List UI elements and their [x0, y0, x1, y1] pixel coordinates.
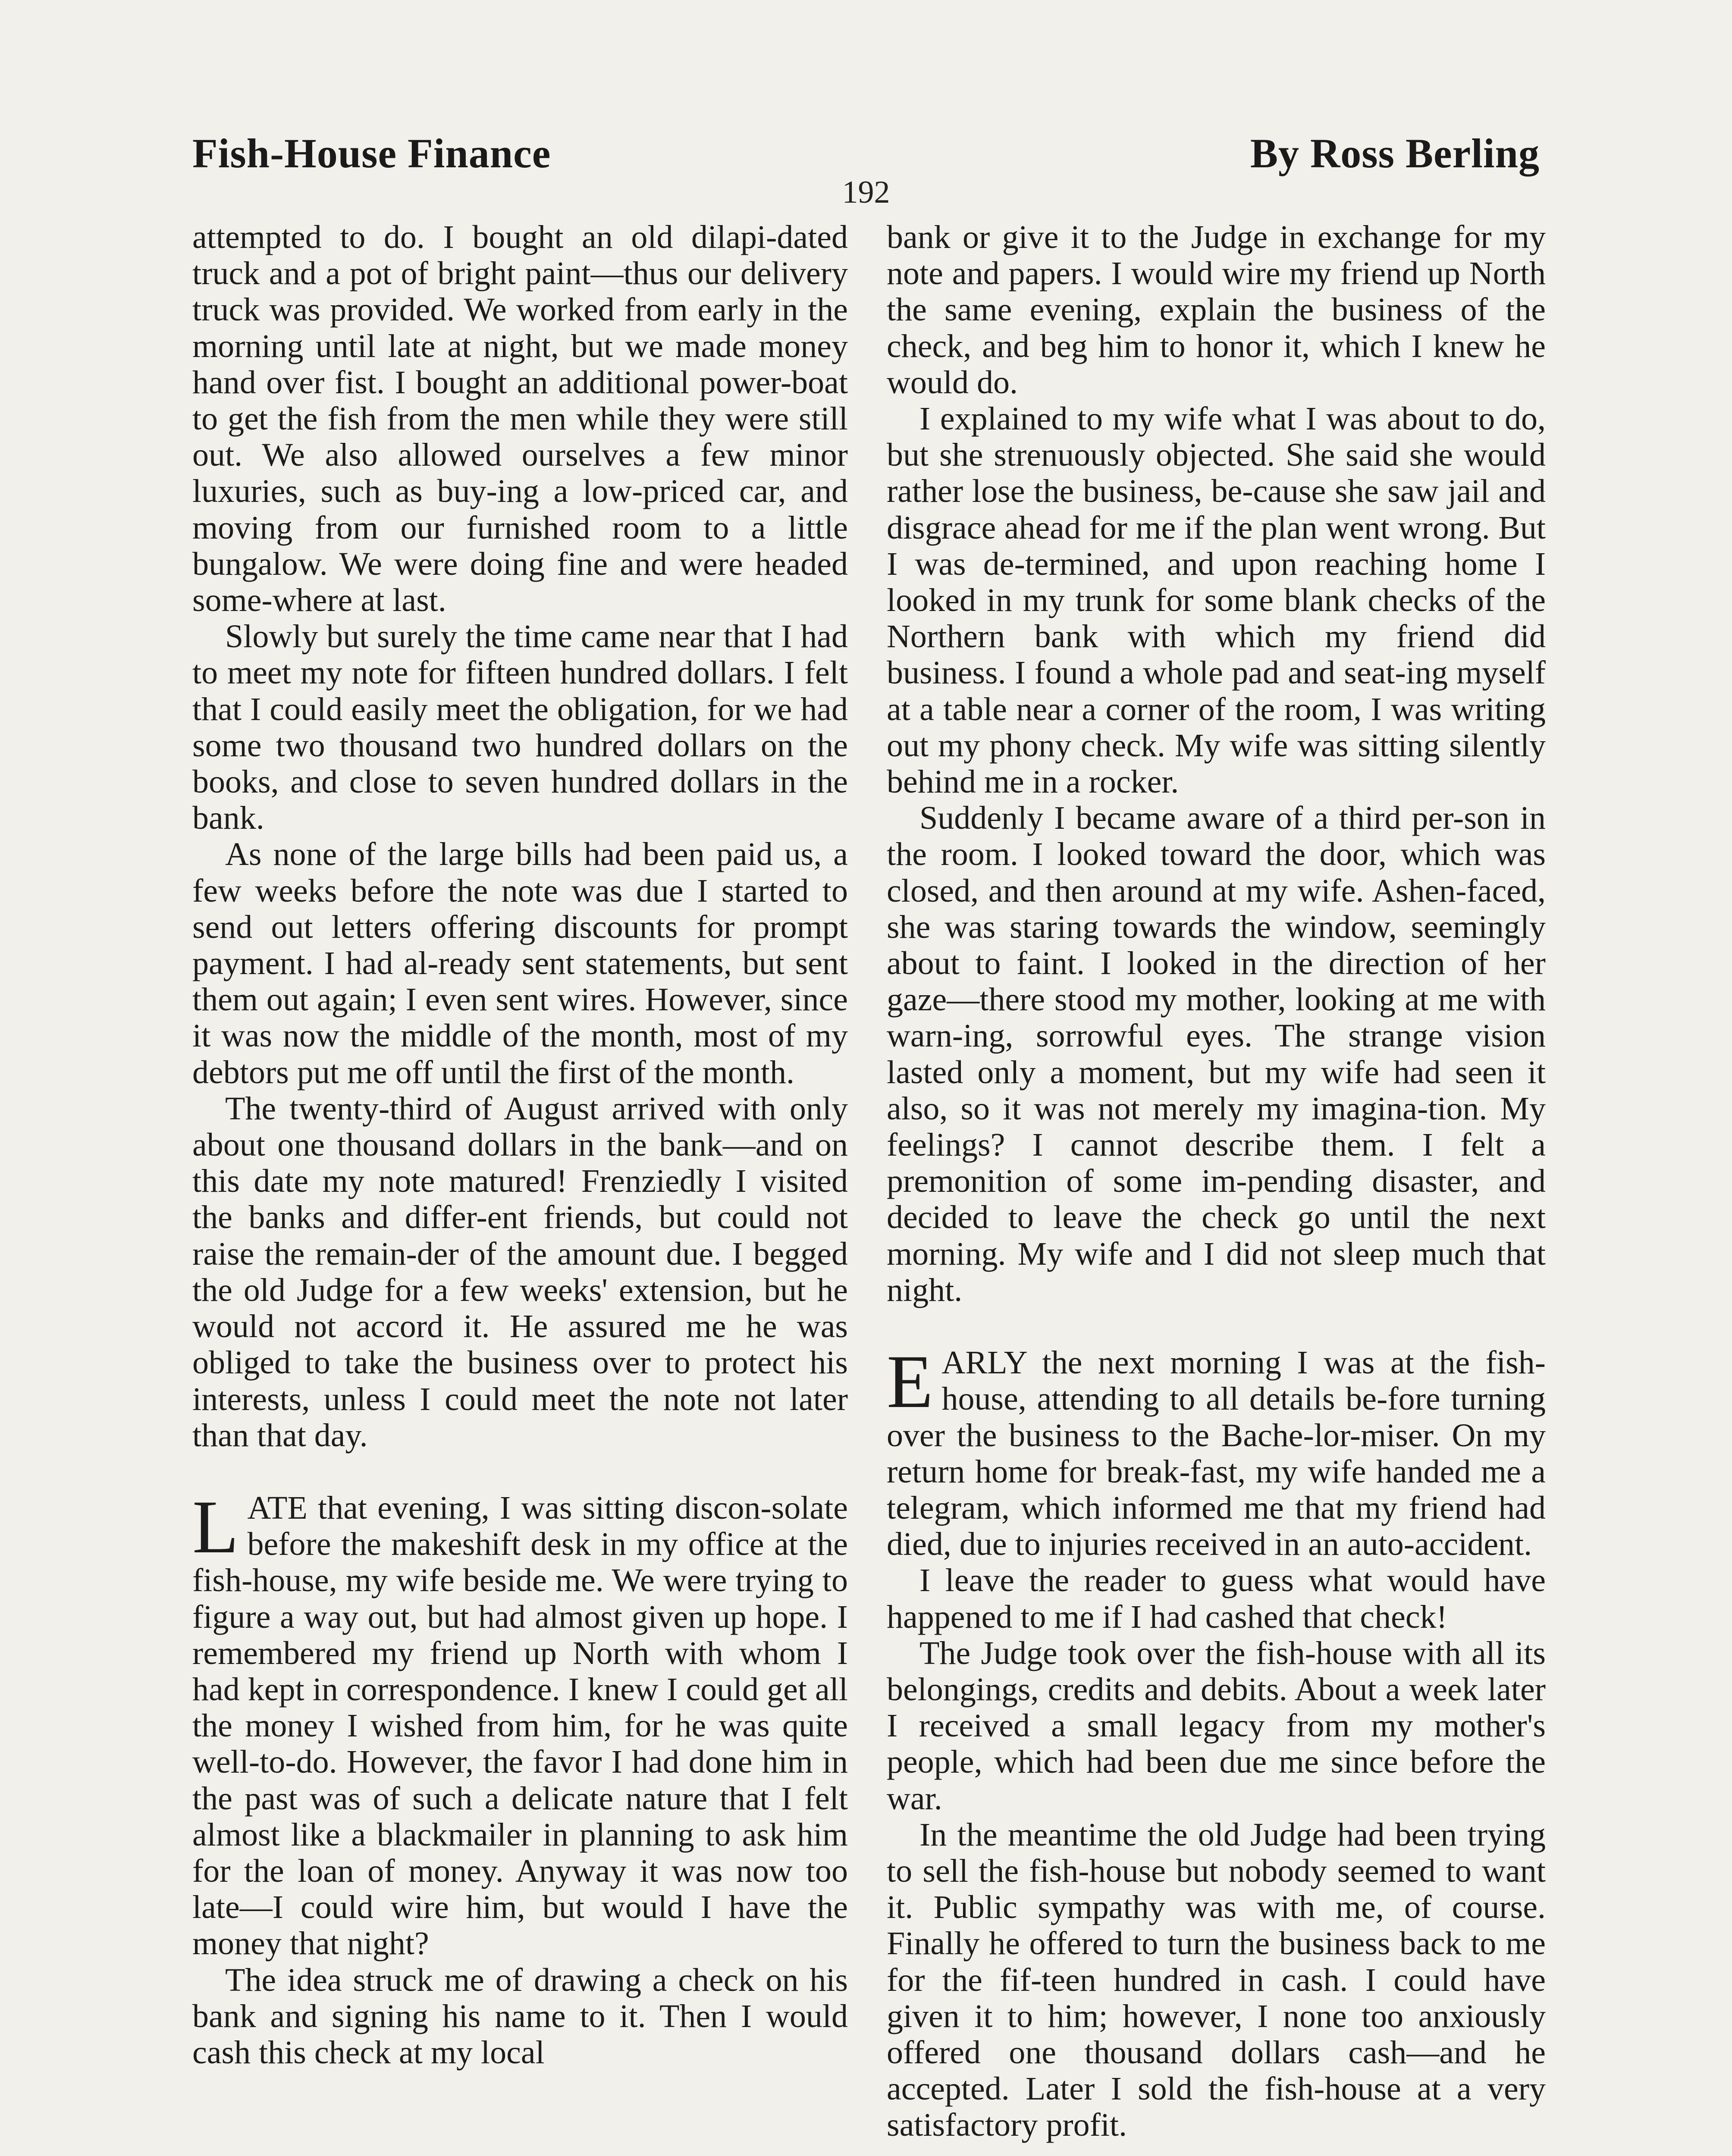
paragraph: bank or give it to the Judge in exchange for my note and papers. I would wire my friend up North the same evening, explain the business of the check, and beg him to honor it, which I knew he would do.: [887, 219, 1546, 401]
paragraph: Suddenly I became aware of a third per-son in the room. I looked toward the door, which was closed, and then around at my wife. Ashen-faced, she was staring towards the window, seemingly about to faint. I looked in the direction of her gaze—there stood my mother, looking at me with warn-ing, sorrowful eyes. The strange vision lasted only a moment, but my wife had seen it also, so it was not merely my imagina-tion. My feelings? I cannot describe them. I felt a premonition of some im-pending disaster, and decided to leave the check go until the next morning. My wife and I did not sleep much that night.: [887, 800, 1546, 1308]
paragraph: As none of the large bills had been paid us, a few weeks before the note was due I started to send out letters offering discounts for prompt payment. I had al-ready sent statements, but sent them out again; I even sent wires. However, since it was now the middle of the month, most of my debtors put me off until the first of the month.: [192, 836, 848, 1091]
left-column: [192, 219, 848, 2071]
paragraph: Slowly but surely the time came near that I had to meet my note for fifteen hundred dollars. I felt that I could easily meet the obligation, for we had some two thousand two hundred dollars on the books, and close to seven hundred dollars in the bank.: [192, 618, 848, 837]
section-break: [192, 1454, 848, 1490]
paragraph: In the meantime the old Judge had been trying to sell the fish-house but nobody seemed to want it. Public sympathy was with me, of course. Finally he offered to turn the business back to me for the fif-teen hundred in cash. I could have given it to him; however, I none too anxiously offered one thousand dollars cash—and he accepted. Later I sold the fish-house at a very satisfactory profit.: [887, 1816, 1546, 2143]
drop-cap: L: [192, 1485, 239, 1569]
paragraph: The twenty-third of August arrived with only about one thousand dollars in the bank—and on this date my note matured! Frenziedly I visited the banks and differ-ent friends, but could not raise the remain-der of the amount due. I begged the old Judge for a few weeks' extension, but he would not accord it. He assured me he was obliged to take the business over to protect his interests, unless I could meet the note not later than that day.: [192, 1090, 848, 1454]
page-number: 192: [842, 175, 890, 210]
section-break: [887, 1308, 1546, 1344]
paragraph: I leave the reader to guess what would have happened to me if I had cashed that check!: [887, 1562, 1546, 1635]
paragraph-dropcap: [887, 1340, 1546, 1563]
drop-cap: E: [887, 1340, 933, 1424]
paragraph: The Judge took over the fish-house with all its belongings, credits and debits. About a week later I received a small legacy from my mother's people, which had been due me since before the war.: [887, 1635, 1546, 1817]
paragraph: attempted to do. I bought an old dilapi-dated truck and a pot of bright paint—thus our delivery truck was provided. We worked from early in the morning until late at night, but we made money hand over fist. I bought an additional power-boat to get the fish from the men while they were still out. We also allowed ourselves a few minor luxuries, such as buy-ing a low-priced car, and moving from our furnished room to a little bungalow. We were doing fine and were headed some-where at last.: [192, 219, 848, 619]
paragraph-dropcap: [192, 1485, 848, 1962]
paragraph-text: ATE that evening, I was sitting discon-solate before the makeshift desk in my office at the fish-house, my wife beside me. We were trying to figure a way out, but had almost given up hope. I remembered my friend up North with whom I had kept in correspondence. I knew I could get all the money I wished from him, for he was quite well-to-do. However, the favor I had done him in the past was of such a delicate nature that I felt almost like a blackmailer in planning to ask him for the loan of money. Anyway it was now too late—I could wire him, but would I have the money that night?: [192, 1489, 848, 1962]
right-column: [887, 219, 1546, 2143]
paragraph: I explained to my wife what I was about to do, but she strenuously objected. She said she would rather lose the business, be-cause she saw jail and disgrace ahead for me if the plan went wrong. But I was de-termined, and upon reaching home I looked in my trunk for some blank checks of the Northern bank with which my friend did business. I found a whole pad and seat-ing myself at a table near a corner of the room, I was writing out my phony check. My wife was sitting silently behind me in a rocker.: [887, 401, 1546, 800]
paragraph-text: ARLY the next morning I was at the fish-house, attending to all details be-fore turning over the business to the Bache-lor-miser. On my return home for break-fast, my wife handed me a telegram, which informed me that my friend had died, due to injuries received in an auto-accident.: [887, 1344, 1546, 1563]
story-author: By Ross Berling: [1250, 130, 1540, 176]
paragraph: The idea struck me of drawing a check on his bank and signing his name to it. Then I would cash this check at my local: [192, 1962, 848, 2071]
story-title: Fish-House Finance: [192, 130, 551, 176]
